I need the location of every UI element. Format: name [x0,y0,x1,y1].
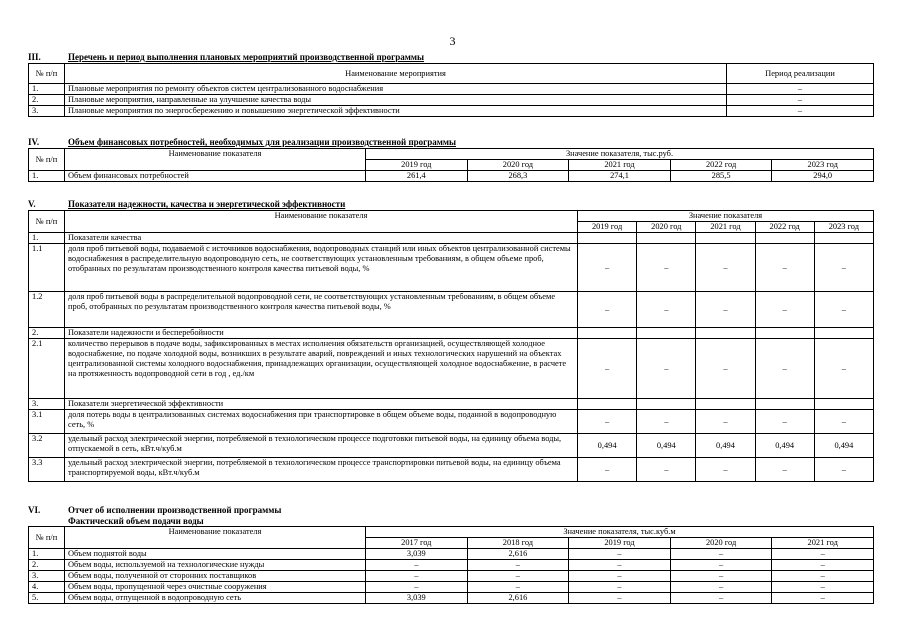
table-row [29,582,874,593]
row-value: – [366,560,468,571]
row-value: – [814,410,873,434]
row-number: 2. [29,328,65,339]
row-value: – [696,458,755,482]
row-value: – [467,582,569,593]
table-row [29,560,874,571]
empty-cell [637,233,696,244]
row-name: Плановые мероприятия по энергосбережению и повышению энергетической эффективности [65,106,727,117]
table-row [29,244,874,292]
row-name: Показатели энергетической эффективности [65,399,578,410]
row-value: – [772,560,874,571]
section-4-number: IV. [28,137,40,147]
header-name: Наименование показателя [65,527,366,549]
group-row [29,399,874,410]
row-number: 2.1 [29,339,65,399]
row-value: – [569,549,671,560]
year-header: 2021 год [772,538,874,549]
section-3 [28,52,874,117]
row-value: 0,494 [755,434,814,458]
year-header: 2022 год [755,222,814,233]
row-value: 3,039 [366,593,468,604]
section-3-title: Перечень и период выполнения плановых мероприятий производственной программы [68,52,425,62]
row-value: 0,494 [814,434,873,458]
section-3-number: III. [28,52,41,62]
empty-cell [578,328,637,339]
row-value: – [569,571,671,582]
row-name: Объем воды, пропущенной через очистные сооружения [65,582,366,593]
row-number: 1.2 [29,292,65,328]
row-name: Показатели качества [65,233,578,244]
row-value: – [727,95,874,106]
row-value: – [755,244,814,292]
header-value: Значение показателя, тыс.руб. [366,149,874,160]
row-value: – [696,292,755,328]
row-number: 1.1 [29,244,65,292]
row-value: 294,0 [772,171,874,182]
row-value: – [670,593,772,604]
row-number: 1. [29,171,65,182]
row-name: доля потерь воды в централизованных системах водоснабжения при транспортировке в общем объеме воды, поданной в водопроводную сеть, % [65,410,578,434]
row-value: – [670,560,772,571]
year-header: 2019 год [569,538,671,549]
row-name: количество перерывов в подаче воды, зафиксированных в местах исполнения обязательств организацией, осуществляющей холодное водоснабжение, по подаче холодной воды, возникших в результате аварий, повреждений и иных технологических нарушений на объектах централизованной системы холодного водоснабжения, принадлежащих организации, осуществляющей холодное водоснабжение, в расчете на протяженность водопроводной сети в год , ед./км [65,339,578,399]
row-value: – [578,410,637,434]
row-value: – [366,582,468,593]
row-number: 1. [29,233,65,244]
row-name: Объем воды, используемой на технологические нужды [65,560,366,571]
row-name: Объем воды, отпущенной в водопроводную сеть [65,593,366,604]
row-value: – [670,571,772,582]
row-value: 2,616 [467,549,569,560]
row-value: – [578,458,637,482]
year-header: 2023 год [772,160,874,171]
row-value: – [578,244,637,292]
row-value: – [772,549,874,560]
row-value: 3,039 [366,549,468,560]
row-value: – [814,339,873,399]
row-value: – [772,582,874,593]
row-value: – [467,571,569,582]
year-header: 2019 год [578,222,637,233]
row-name: доля проб питьевой воды в распределительной водопроводной сети, не соответствующих установленным требованиям, в общем объеме проб, отобранных по результатам производственного контроля качества питьевой воды, % [65,292,578,328]
row-value: – [814,292,873,328]
row-value: – [755,458,814,482]
row-value: – [670,549,772,560]
row-value: – [569,560,671,571]
empty-cell [578,399,637,410]
section-5 [28,199,874,482]
row-name: Плановые мероприятия по ремонту объектов систем централизованного водоснабжения [65,84,727,95]
header-value: Значение показателя [578,211,874,222]
row-number: 3. [29,571,65,582]
header-name: Наименование показателя [65,149,366,171]
row-value: – [755,292,814,328]
header-num: № п/п [29,149,65,171]
section-3-table [28,63,874,117]
row-value: – [569,582,671,593]
row-value: – [578,292,637,328]
group-row [29,328,874,339]
row-value: – [755,339,814,399]
row-name: удельный расход электрической энергии, потребляемой в технологическом процессе транспортировки питьевой воды, на единицу объема транспортируемой воды, кВт.ч/куб.м [65,458,578,482]
section-6-subtitle: Фактический объем подачи воды [68,516,204,526]
empty-cell [637,399,696,410]
section-6-title: Отчет об исполнении производственной программы [68,505,282,515]
row-value: 0,494 [637,434,696,458]
table-row [29,339,874,399]
year-header: 2020 год [637,222,696,233]
row-name: доля проб питьевой воды, подаваемой с источников водоснабжения, водопроводных станций или иных объектов централизованной системы водоснабжения в распределительную водопроводную сеть, не соответствующих установленным требованиям, в общем объеме проб, отобранных по результатам производственного контроля качества питьевой воды, % [65,244,578,292]
row-number: 3.1 [29,410,65,434]
row-number: 3.3 [29,458,65,482]
row-value: 2,616 [467,593,569,604]
table-row [29,549,874,560]
empty-cell [755,233,814,244]
row-value: – [696,410,755,434]
year-header: 2018 год [467,538,569,549]
row-value: – [772,593,874,604]
year-header: 2020 год [467,160,569,171]
header-num: № п/п [29,64,65,84]
row-value: 285,5 [670,171,772,182]
row-name: Показатели надежности и бесперебойности [65,328,578,339]
table-row [29,95,874,106]
table-row [29,571,874,582]
empty-cell [755,399,814,410]
section-4-table [28,148,874,182]
row-value: – [637,244,696,292]
row-value: – [569,593,671,604]
year-header: 2021 год [569,160,671,171]
row-value: – [696,339,755,399]
row-value: – [637,292,696,328]
row-name: Плановые мероприятия, направленные на улучшение качества воды [65,95,727,106]
section-4 [28,137,874,182]
row-number: 2. [29,95,65,106]
row-value: – [727,84,874,95]
table-row [29,106,874,117]
header-num: № п/п [29,527,65,549]
row-name: Объем финансовых потребностей [65,171,366,182]
section-5-title: Показатели надежности, качества и энергетической эффективности [68,199,346,209]
section-6 [28,505,874,604]
year-header: 2023 год [814,222,873,233]
table-row [29,593,874,604]
row-value: – [670,582,772,593]
empty-cell [696,328,755,339]
empty-cell [814,233,873,244]
table-row [29,458,874,482]
row-number: 5. [29,593,65,604]
row-number: 3. [29,106,65,117]
row-value: – [755,410,814,434]
row-value: – [772,571,874,582]
year-header: 2017 год [366,538,468,549]
row-value: – [814,244,873,292]
table-row [29,434,874,458]
empty-cell [755,328,814,339]
row-number: 4. [29,582,65,593]
row-value: 274,1 [569,171,671,182]
row-name: Объем воды, полученной от сторонних поставщиков [65,571,366,582]
empty-cell [637,328,696,339]
year-header: 2020 год [670,538,772,549]
header-name: Наименование показателя [65,211,578,233]
section-4-title: Объем финансовых потребностей, необходимых для реализации производственной программы [68,137,457,147]
row-number: 2. [29,560,65,571]
year-header: 2021 год [696,222,755,233]
table-row [29,292,874,328]
section-6-table [28,526,874,604]
row-name: Объем поднятой воды [65,549,366,560]
row-value: – [637,410,696,434]
header-num: № п/п [29,211,65,233]
header-name: Наименование мероприятия [65,64,727,84]
row-value: 261,4 [366,171,468,182]
row-value: – [814,458,873,482]
empty-cell [578,233,637,244]
section-6-number: VI. [28,505,41,515]
empty-cell [696,399,755,410]
row-value: 0,494 [578,434,637,458]
row-number: 1. [29,549,65,560]
row-number: 3.2 [29,434,65,458]
empty-cell [696,233,755,244]
group-row [29,233,874,244]
row-number: 1. [29,84,65,95]
row-value: – [637,339,696,399]
header-value: Значение показателя, тыс.куб.м [366,527,874,538]
table-row [29,410,874,434]
year-header: 2019 год [366,160,468,171]
row-value: – [727,106,874,117]
section-5-table [28,210,874,482]
row-value: 268,3 [467,171,569,182]
row-value: – [696,244,755,292]
table-row [29,171,874,182]
empty-cell [814,328,873,339]
section-5-number: V. [28,199,36,209]
empty-cell [814,399,873,410]
row-value: – [366,571,468,582]
row-number: 3. [29,399,65,410]
header-period: Период реализации [727,64,874,84]
year-header: 2022 год [670,160,772,171]
row-value: – [578,339,637,399]
row-value: – [467,560,569,571]
table-row [29,84,874,95]
row-name: удельный расход электрической энергии, потребляемой в технологическом процессе подготовки питьевой воды, на единицу объема воды, отпускаемой в сеть, кВт.ч/куб.м [65,434,578,458]
page-number: 3 [449,34,456,48]
row-value: – [637,458,696,482]
row-value: 0,494 [696,434,755,458]
